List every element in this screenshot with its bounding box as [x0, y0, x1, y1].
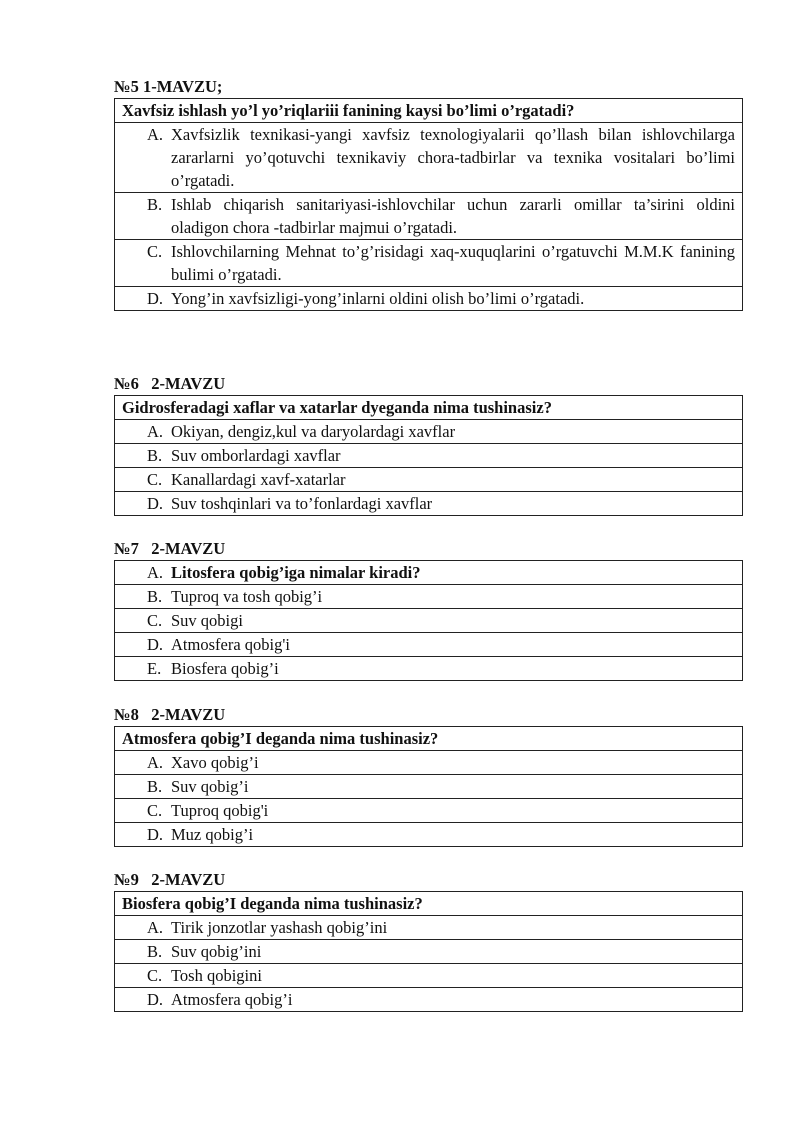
option-letter: C. [147, 611, 163, 630]
option-letter: B. [147, 777, 163, 796]
option-letter: C. [147, 966, 163, 985]
option-text: Atmosfera qobig'i [171, 635, 290, 654]
option-letter: C. [147, 801, 163, 820]
option-text: Tuproq qobig'i [171, 801, 269, 820]
option-letter: B. [147, 942, 163, 961]
question-block-8 [114, 704, 743, 847]
option-letter: E. [147, 659, 162, 678]
option-text: Ishlovchilarning Mehnat to’g’risidagi xaq-xuquqlarini o’rgatuvchi M.M.K fanining bulimi o’rgatadi. [171, 242, 735, 284]
option-text: Biosfera qobig’i [171, 659, 279, 678]
option-letter: C. [147, 470, 163, 489]
option-text: Suv qobig’ini [171, 942, 262, 961]
option-row [115, 240, 743, 287]
question-text: Biosfera qobig’I deganda nima tushinasiz? [115, 892, 743, 916]
question-text: Xavfsiz ishlash yo’l yo’riqlariii fanining kaysi bo’limi o’rgatadi? [115, 99, 743, 123]
option-row [115, 916, 743, 940]
option-letter: D. [147, 990, 164, 1009]
question-text: Gidrosferadagi xaflar va xatarlar dyeganda nima tushinasiz? [115, 396, 743, 420]
option-text: Suv omborlardagi xavflar [171, 446, 341, 465]
option-text: Litosfera qobig’iga nimalar kiradi? [171, 563, 421, 582]
option-text: Suv qobig’i [171, 777, 249, 796]
option-row [115, 561, 743, 585]
option-row [115, 633, 743, 657]
option-text: Atmosfera qobig’i [171, 990, 293, 1009]
option-letter: B. [147, 446, 163, 465]
option-letter: A. [147, 422, 164, 441]
option-row [115, 988, 743, 1012]
option-text: Tuproq va tosh qobig’i [171, 587, 323, 606]
option-letter: D. [147, 635, 164, 654]
option-text: Ishlab chiqarish sanitariyasi-ishlovchilar uchun zararli omillar ta’sirini oldini oladigon chora -tadbirlar majmui o’rgatadi. [171, 195, 735, 237]
block-heading: №5 1-MAVZU; [114, 77, 223, 96]
option-row [115, 823, 743, 847]
question-block-6 [114, 373, 743, 516]
question-table [114, 98, 743, 311]
option-letter: A. [147, 563, 164, 582]
option-row [115, 751, 743, 775]
option-row [115, 123, 743, 193]
question-table [114, 726, 743, 847]
option-row [115, 775, 743, 799]
option-row [115, 799, 743, 823]
question-table [114, 891, 743, 1012]
option-text: Suv toshqinlari va to’fonlardagi xavflar [171, 494, 433, 513]
option-row [115, 585, 743, 609]
option-text: Kanallardagi xavf-xatarlar [171, 470, 346, 489]
option-letter: A. [147, 753, 164, 772]
option-row [115, 492, 743, 516]
option-text: Xavfsizlik texnikasi-yangi xavfsiz texnologiyalarii qo’llash bilan ishlovchilarga zararlarni yo’qotuvchi texnikaviy chora-tadbirlar va texnika vositalari bo’limi o’rgatadi. [171, 125, 735, 190]
option-letter: B. [147, 195, 163, 214]
option-row [115, 609, 743, 633]
option-text: Tosh qobigini [171, 966, 262, 985]
option-text: Suv qobigi [171, 611, 243, 630]
option-text: Muz qobig’i [171, 825, 254, 844]
question-block-9 [114, 869, 743, 1012]
question-table [114, 395, 743, 516]
option-letter: D. [147, 289, 164, 308]
option-text: Xavo qobig’i [171, 753, 259, 772]
option-row [115, 940, 743, 964]
question-text: Atmosfera qobig’I deganda nima tushinasiz? [115, 727, 743, 751]
block-heading: №9 2-MAVZU [114, 870, 226, 889]
block-heading: №7 2-MAVZU [114, 539, 226, 558]
option-row [115, 193, 743, 240]
option-row [115, 468, 743, 492]
option-row [115, 420, 743, 444]
option-text: Yong’in xavfsizligi-yong’inlarni oldini olish bo’limi o’rgatadi. [171, 289, 585, 308]
option-row [115, 287, 743, 311]
question-block-7 [114, 538, 743, 681]
option-row [115, 964, 743, 988]
option-letter: C. [147, 242, 163, 261]
block-heading: №8 2-MAVZU [114, 705, 226, 724]
option-letter: D. [147, 825, 164, 844]
option-letter: B. [147, 587, 163, 606]
option-row [115, 657, 743, 681]
block-heading: №6 2-MAVZU [114, 374, 226, 393]
option-letter: A. [147, 125, 164, 144]
option-letter: D. [147, 494, 164, 513]
question-block-5 [114, 76, 743, 311]
option-text: Tirik jonzotlar yashash qobig’ini [171, 918, 388, 937]
option-text: Okiyan, dengiz,kul va daryolardagi xavflar [171, 422, 456, 441]
option-letter: A. [147, 918, 164, 937]
question-table [114, 560, 743, 681]
option-row [115, 444, 743, 468]
